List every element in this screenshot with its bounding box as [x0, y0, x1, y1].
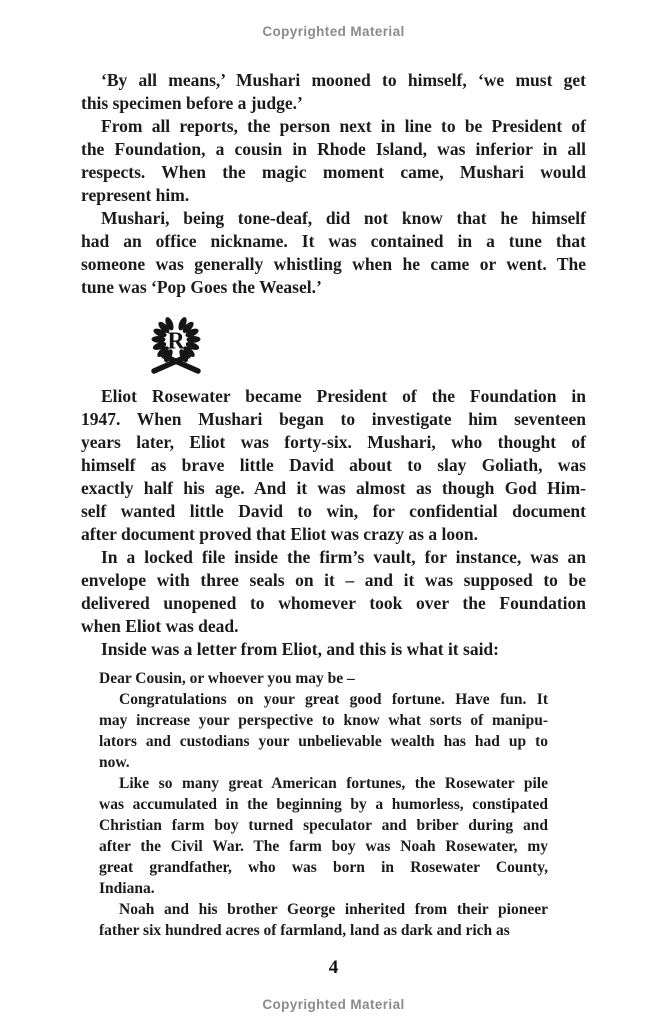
body-paragraphs-before-emblem	[81, 69, 586, 299]
text-line: Dear Cousin, or whoever you may be –	[99, 670, 355, 687]
paragraph	[81, 546, 586, 638]
text-line: great grandfather, who was born in Rosewater County,	[99, 859, 548, 876]
letter-excerpt	[99, 668, 548, 941]
text-line: years later, Eliot was forty-six. Mushari, who thought of	[81, 432, 586, 452]
rosewater-monogram-emblem	[150, 313, 202, 375]
text-line: this specimen before a judge.’	[81, 93, 303, 113]
text-line: represent him.	[81, 185, 190, 205]
text-line: ‘By all means,’ Mushari mooned to himself, ‘we must get	[101, 70, 586, 90]
text-line: was accumulated in the beginning by a humorless, constipated	[99, 796, 548, 813]
text-line: Noah and his brother George inherited from their pioneer	[119, 901, 548, 918]
emblem-letter: R	[167, 328, 185, 355]
text-line: From all reports, the person next in line to be President of	[101, 116, 586, 136]
text-line: Inside was a letter from Eliot, and this is what it said:	[101, 639, 499, 659]
text-line: lators and custodians your unbelievable wealth has had up to	[99, 733, 548, 750]
paragraph	[81, 207, 586, 299]
copyright-watermark-top: Copyrighted Material	[262, 24, 405, 39]
body-paragraphs-after-emblem	[81, 385, 586, 661]
copyright-watermark-bottom: Copyrighted Material	[262, 997, 405, 1012]
text-line: someone was generally whistling when he came or went. The	[81, 254, 586, 274]
text-line: had an office nickname. It was contained in a tune that	[81, 231, 586, 251]
text-line: Indiana.	[99, 880, 155, 897]
paragraph	[81, 115, 586, 207]
text-line: Mushari, being tone-deaf, did not know that he himself	[101, 208, 586, 228]
text-line: may increase your perspective to know what sorts of manipu-	[99, 712, 548, 729]
paragraph	[99, 773, 548, 899]
text-line: 1947. When Mushari began to investigate him seventeen	[81, 409, 586, 429]
text-line: respects. When the magic moment came, Mushari would	[81, 162, 586, 182]
text-line: tune was ‘Pop Goes the Weasel.’	[81, 277, 322, 297]
paragraph	[81, 69, 586, 115]
text-column	[81, 69, 586, 941]
paragraph	[99, 899, 548, 941]
laurel-wreath-icon	[150, 313, 202, 375]
text-line: when Eliot was dead.	[81, 616, 239, 636]
text-line: father six hundred acres of farmland, land as dark and rich as	[99, 922, 510, 939]
text-line: himself as brave little David about to slay Goliath, was	[81, 455, 586, 475]
text-line: Christian farm boy turned speculator and briber during and	[99, 817, 548, 834]
text-line: Like so many great American fortunes, the Rosewater pile	[119, 775, 548, 792]
paragraph	[81, 638, 586, 661]
text-line: the Foundation, a cousin in Rhode Island, was inferior in all	[81, 139, 586, 159]
page-number: 4	[328, 957, 339, 978]
paragraph	[81, 385, 586, 546]
text-line: Congratulations on your great good fortune. Have fun. It	[119, 691, 548, 708]
text-line: now.	[99, 754, 130, 771]
text-line: self wanted little David to win, for confidential document	[81, 501, 586, 521]
text-line: envelope with three seals on it – and it was supposed to be	[81, 570, 586, 590]
text-line: exactly half his age. And it was almost as though God Him-	[81, 478, 586, 498]
text-line: In a locked file inside the firm’s vault, for instance, was an	[101, 547, 586, 567]
text-line: Eliot Rosewater became President of the Foundation in	[101, 386, 586, 406]
text-line: delivered unopened to whomever took over the Foundation	[81, 593, 586, 613]
text-line: after document proved that Eliot was crazy as a loon.	[81, 524, 478, 544]
paragraph	[99, 668, 548, 689]
text-line: after the Civil War. The farm boy was Noah Rosewater, my	[99, 838, 548, 855]
paragraph	[99, 689, 548, 773]
